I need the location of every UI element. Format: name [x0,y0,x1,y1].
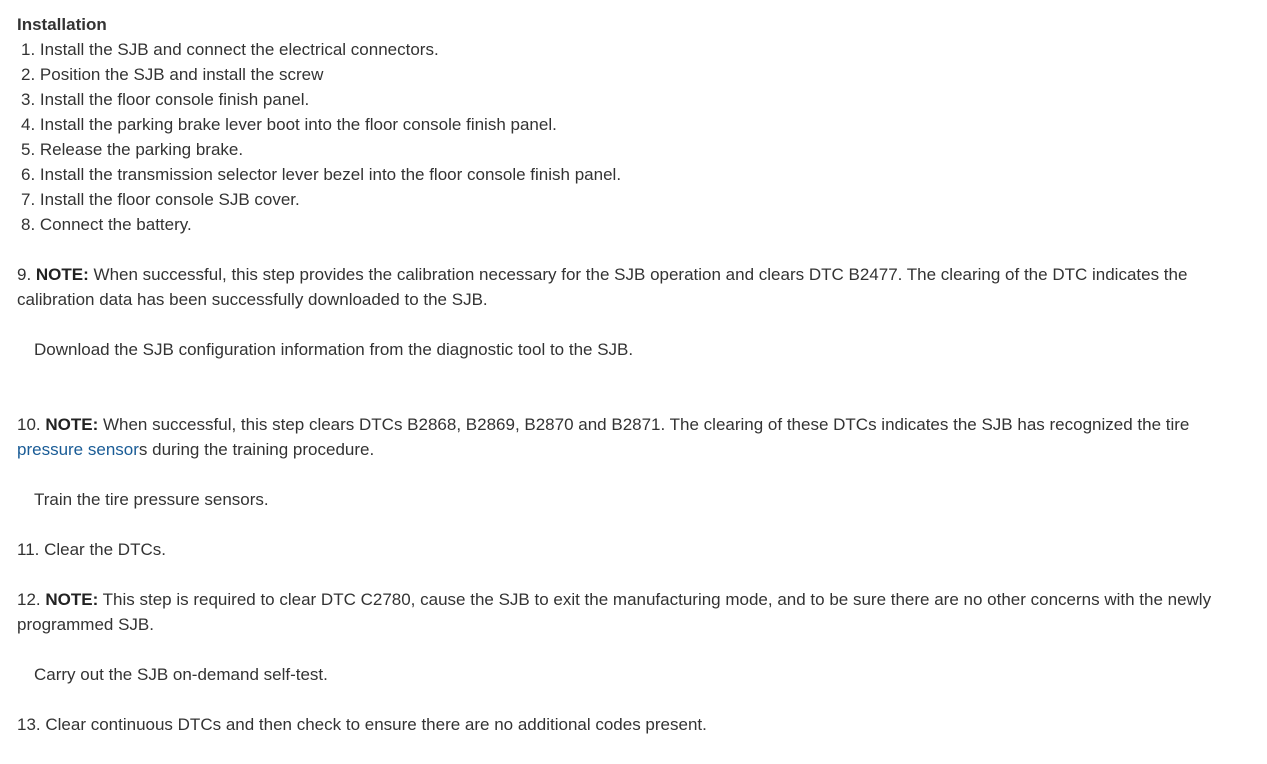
step-1: 1. Install the SJB and connect the electrical connectors. [21,40,439,59]
step-11: 11. Clear the DTCs. [17,540,166,559]
step-12-action: Carry out the SJB on-demand self-test. [34,665,328,684]
step-10-action: Train the tire pressure sensors. [34,490,269,509]
step-10-note [17,412,1249,462]
step-8: 8. Connect the battery. [21,215,192,234]
step-12-note-text: This step is required to clear DTC C2780, cause the SJB to exit the manufacturing mode, and to be sure there are no other concerns with the newly programmed SJB. [17,590,1212,634]
step-7: 7. Install the floor console SJB cover. [21,190,300,209]
step-12-note [17,587,1249,637]
steps-list [17,37,1249,237]
step-12-note-label: NOTE: [45,590,99,609]
step-10-number: 10. [17,415,46,434]
step-4: 4. Install the parking brake lever boot into the floor console finish panel. [21,115,557,134]
step-10-note-text: When successful, this step clears DTCs B2868, B2869, B2870 and B2871. The clearing of these DTCs indicates the SJB has recognized the tire [98,415,1190,434]
step-9-note-label: NOTE: [35,265,89,284]
step-6: 6. Install the transmission selector lever bezel into the floor console finish panel. [21,165,622,184]
step-2: 2. Position the SJB and install the screw [21,65,324,84]
pressure-sensor-link[interactable]: pressure sensor [17,440,139,459]
step-10-note-label: NOTE: [45,415,99,434]
step-10-note-tail: s during the training procedure. [138,440,375,459]
step-9-number: 9. [17,265,36,284]
section-heading: Installation [17,15,107,34]
step-3: 3. Install the floor console finish panel. [21,90,310,109]
document-body [17,12,1249,737]
step-9-action: Download the SJB configuration information from the diagnostic tool to the SJB. [34,340,634,359]
step-5: 5. Release the parking brake. [21,140,244,159]
step-12-number: 12. [17,590,46,609]
step-9-note-text: When successful, this step provides the calibration necessary for the SJB operation and clears DTC B2477. The clearing of the DTC indicates the calibration data has been successfully downloaded to the SJB. [17,265,1188,309]
step-13: 13. Clear continuous DTCs and then check to ensure there are no additional codes present. [17,715,707,734]
step-9-note [17,262,1249,312]
